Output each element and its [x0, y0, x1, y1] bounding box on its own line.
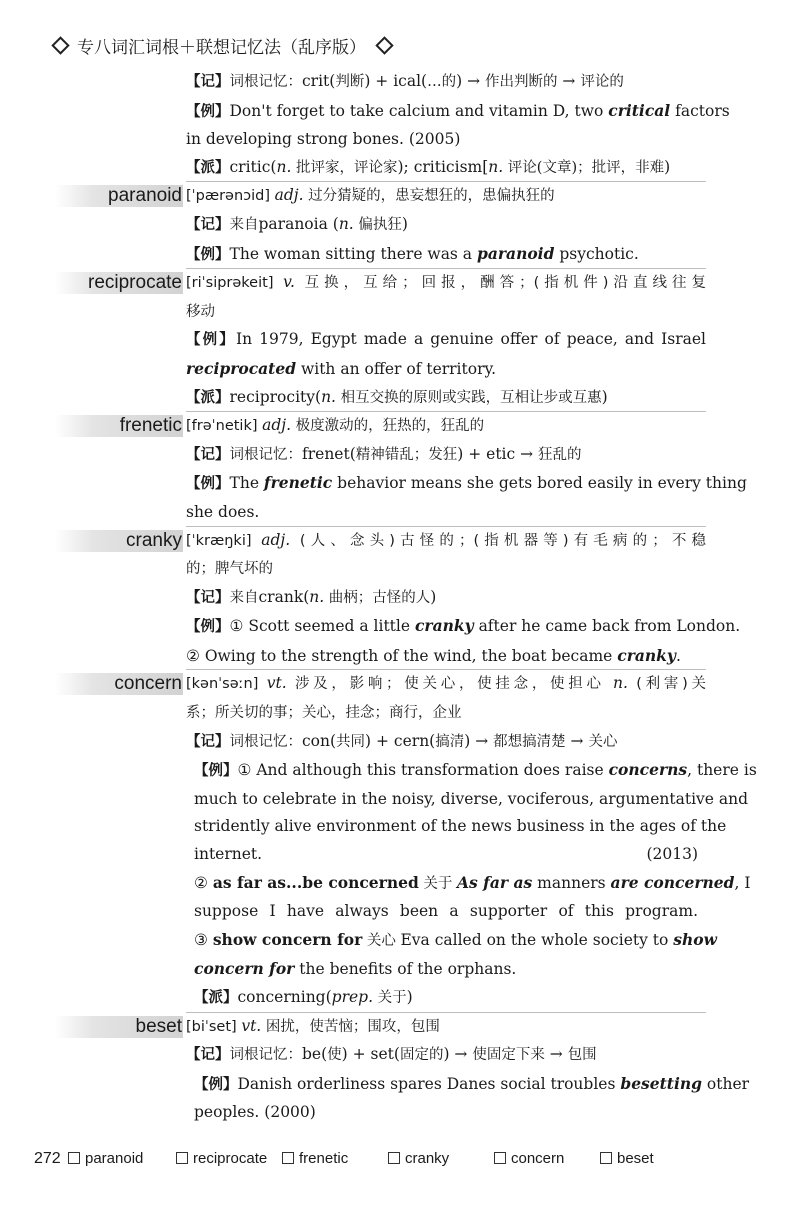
entry-line: 【例】① And although this transformation does raise concerns, there is: [194, 760, 757, 780]
entry-line: ② as far as...be concerned 关于 As far as manners are concerned, I: [194, 872, 751, 892]
entry-frenetic: [0, 412, 800, 526]
checkbox-icon[interactable]: [282, 1152, 294, 1164]
entries-list: [0, 68, 800, 1127]
entry-continued: [0, 68, 800, 182]
entry-line: reciprocated with an offer of territory.: [186, 358, 497, 378]
entry-line: ③ show concern for 关心 Eva called on the whole society to show: [194, 929, 717, 949]
entry-line: peoples. (2000): [194, 1103, 316, 1122]
footer-word: reciprocate: [176, 1150, 267, 1167]
entry-paranoid: [0, 182, 800, 269]
entry-line: [riˈsiprəkeit] v. 互换，互给；回报，酬答；(指机件)沿直线往复: [186, 273, 706, 292]
entry-line: [ˈkræŋki] adj. (人、念头)古怪的；(指机器等)有毛病的；不稳: [186, 530, 706, 549]
checkbox-icon[interactable]: [388, 1152, 400, 1164]
entry-line: 【例】In 1979, Egypt made a genuine offer of peace, and Israel: [186, 330, 706, 349]
checkbox-icon[interactable]: [600, 1152, 612, 1164]
entry-line: 【例】Danish orderliness spares Danes social troubles besetting other: [194, 1073, 750, 1093]
running-header: [48, 30, 397, 60]
entry-line: [ˈpærənɔid] adj. 过分猜疑的，患妄想狂的，患偏执狂的: [186, 186, 555, 205]
entry-line: 【派】critic(n. 批评家，评论家); criticism[n. 评论(文章)；批评，非难): [186, 157, 671, 176]
diamond-icon: [51, 36, 69, 54]
entry-line: 【派】concerning(prep. 关于): [194, 988, 413, 1006]
entry-line: much to celebrate in the noisy, diverse, vociferous, argumentative and: [194, 789, 749, 808]
entry-line: 移动: [186, 303, 215, 320]
entry-beset: [0, 1013, 800, 1127]
entry-line: 【记】词根记忆：frenet(精神错乱；发狂) + etic → 狂乱的: [186, 444, 582, 463]
footer-word: paranoid: [68, 1150, 143, 1167]
checkbox-icon[interactable]: [176, 1152, 188, 1164]
headword: frenetic: [119, 415, 182, 437]
entry-line: [biˈset] vt. 困扰，使苦恼；围攻，包围: [186, 1016, 440, 1035]
book-title: 专八词汇词根＋联想记忆法（乱序版）: [77, 37, 366, 58]
headword: beset: [135, 1015, 182, 1037]
entry-line: 【例】Don't forget to take calcium and vitamin D, two critical factors: [186, 100, 730, 120]
entry-line: in developing strong bones. (2005): [186, 130, 461, 149]
entry-line: [frəˈnetik] adj. 极度激动的，狂热的，狂乱的: [186, 416, 485, 435]
entry-line: 【例】① Scott seemed a little cranky after he came back from London.: [186, 616, 741, 636]
entry-line: [kənˈsəːn] vt. 涉及，影响；使关心，使挂念，使担心 n. (利害)关: [186, 674, 706, 693]
entry-line: 【例】The woman sitting there was a paranoid psychotic.: [186, 243, 639, 263]
entry-line: 系；所关切的事；关心，挂念；商行，企业: [186, 705, 462, 722]
checkbox-icon[interactable]: [494, 1152, 506, 1164]
footer-word: cranky: [388, 1150, 449, 1167]
footer-word: beset: [600, 1150, 654, 1167]
entry-line: she does.: [186, 502, 260, 521]
checkbox-icon[interactable]: [68, 1152, 80, 1164]
footer-word: frenetic: [282, 1150, 348, 1167]
diamond-icon: [375, 36, 393, 54]
entry-line: 的；脾气坏的: [186, 561, 273, 578]
entry-line: internet. (2013): [194, 845, 698, 864]
page-number: 272: [34, 1150, 61, 1167]
entry-line: 【记】词根记忆：crit(判断) + ical(…的) → 作出判断的 → 评论的: [186, 72, 624, 90]
headword: paranoid: [108, 185, 182, 207]
headword: concern: [114, 673, 182, 695]
entry-line: ② Owing to the strength of the wind, the boat became cranky.: [186, 645, 681, 665]
footer-word: concern: [494, 1150, 564, 1167]
entry-line: 【记】来自paranoia (n. 偏执狂): [186, 214, 408, 233]
entry-line: 【记】来自crank(n. 曲柄；古怪的人): [186, 587, 437, 606]
entry-concern: [0, 670, 800, 1012]
entry-line: 【例】The frenetic behavior means she gets bored easily in every thing: [186, 473, 747, 493]
entry-line: concern for the benefits of the orphans.: [194, 959, 517, 979]
headword: reciprocate: [88, 272, 182, 294]
headword: cranky: [126, 529, 182, 551]
entry-line: 【记】词根记忆：con(共同) + cern(搞清) → 都想搞清楚 → 关心: [186, 731, 618, 750]
entry-line: 【派】reciprocity(n. 相互交换的原则或实践，互相让步或互惠): [186, 387, 608, 406]
entry-line: 【记】词根记忆：be(使) + set(固定的) → 使固定下来 → 包围: [186, 1045, 597, 1064]
entry-line: suppose I have always been a supporter of this program.: [194, 902, 698, 921]
entry-line: stridently alive environment of the news business in the ages of the: [194, 817, 727, 836]
entry-cranky: [0, 527, 800, 671]
entry-reciprocate: [0, 269, 800, 412]
